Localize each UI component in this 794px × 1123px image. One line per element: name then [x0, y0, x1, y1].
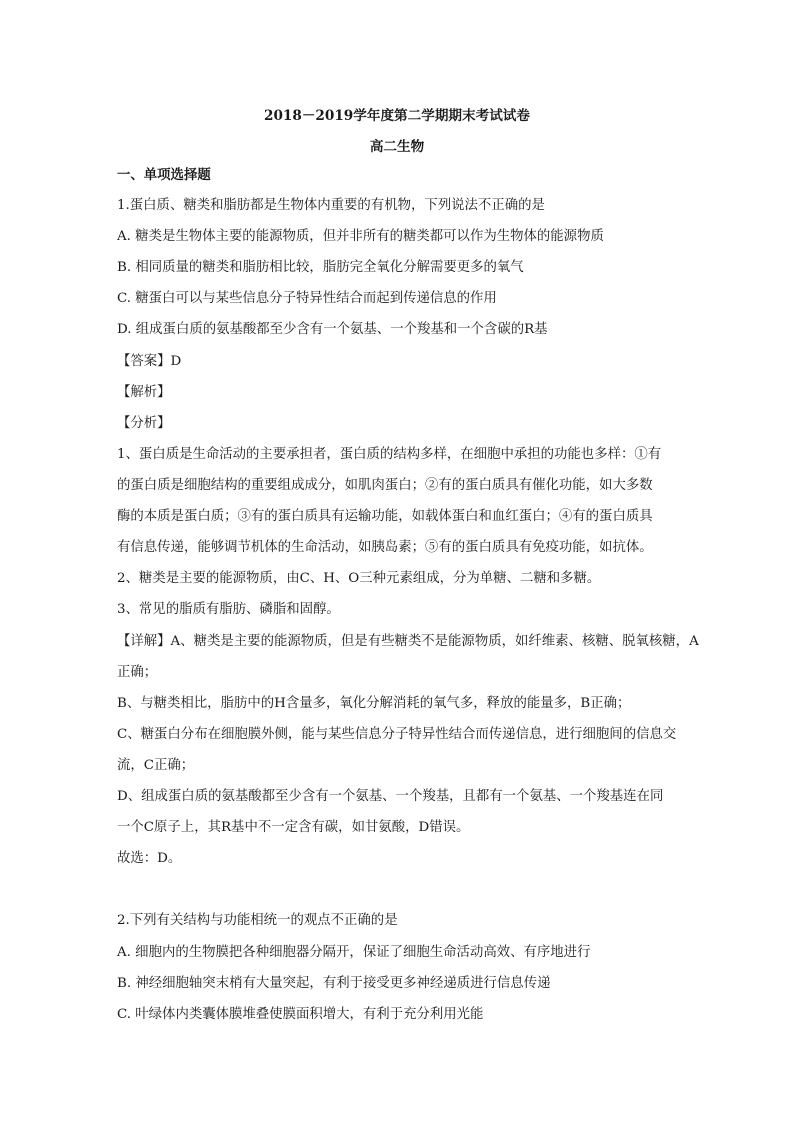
detail-line: 故选：D。	[117, 851, 182, 866]
detail-line: 一个C原子上，其R基中不一定含有碳，如甘氨酸，D错误。	[117, 820, 470, 835]
fenxi-line: 3、常见的脂质有脂肪、磷脂和固醇。	[117, 602, 340, 617]
fenxi-line: 有信息传递，能够调节机体的生命活动，如胰岛素；⑤有的蛋白质具有免疫功能，如抗体。	[117, 540, 653, 555]
question-2-stem: 2.下列有关结构与功能相统一的观点不正确的是	[117, 913, 398, 928]
question-1-option-c: C. 糖蛋白可以与某些信息分子特异性结合而起到传递信息的作用	[117, 291, 497, 306]
detail-line: 流，C正确；	[117, 758, 195, 773]
fenxi-line: 1、蛋白质是生命活动的主要承担者，蛋白质的结构多样，在细胞中承担的功能也多样：①有	[117, 447, 662, 462]
question-1-fenxi-label: 【分析】	[117, 416, 171, 431]
question-1-option-b: B. 相同质量的糖类和脂肪相比较，脂肪完全氧化分解需要更多的氧气	[117, 260, 524, 275]
question-2-option-b: B. 神经细胞轴突末梢有大量突起，有利于接受更多神经递质进行信息传递	[117, 976, 551, 991]
section-heading: 一、单项选择题	[117, 167, 211, 183]
detail-line: 正确；	[117, 665, 158, 680]
question-1-answer: 【答案】D	[117, 354, 182, 369]
question-2-option-c: C. 叶绿体内类囊体膜堆叠使膜面积增大，有利于充分利用光能	[117, 1007, 484, 1022]
fenxi-line: 酶的本质是蛋白质；③有的蛋白质具有运输功能，如载体蛋白和血红蛋白；④有的蛋白质具	[117, 509, 653, 524]
detail-line: C、糖蛋白分布在细胞膜外侧，能与某些信息分子特异性结合而传递信息，进行细胞间的信息交	[117, 727, 677, 742]
question-1-stem: 1.蛋白质、糖类和脂肪都是生物体内重要的有机物，下列说法不正确的是	[117, 198, 545, 213]
fenxi-line: 2、糖类是主要的能源物质，由C、H、O三种元素组成，分为单糖、二糖和多糖。	[117, 571, 601, 586]
question-2-option-a: A. 细胞内的生物膜把各种细胞器分隔开，保证了细胞生命活动高效、有序地进行	[117, 945, 591, 960]
question-1-option-a: A. 糖类是生物体主要的能源物质，但并非所有的糖类都可以作为生物体的能源物质	[117, 229, 604, 244]
detail-line: 【详解】A、糖类是主要的能源物质，但是有些糖类不是能源物质，如纤维素、核糖、脱氧核糖，A	[117, 634, 699, 649]
document-title: 2018－2019学年度第二学期期末考试试卷	[264, 108, 530, 124]
fenxi-line: 的蛋白质是细胞结构的重要组成成分，如肌肉蛋白；②有的蛋白质具有催化功能，如大多数	[117, 478, 653, 493]
detail-line: B、与糖类相比，脂肪中的H含量多，氧化分解消耗的氧气多，释放的能量多，B正确；	[117, 696, 631, 711]
question-1-option-d: D. 组成蛋白质的氨基酸都至少含有一个氨基、一个羧基和一个含碳的R基	[117, 322, 548, 337]
question-1-analysis-label: 【解析】	[117, 385, 171, 400]
document-subject: 高二生物	[369, 139, 425, 155]
detail-line: D、组成蛋白质的氨基酸都至少含有一个氨基、一个羧基，且都有一个氨基、一个羧基连在同	[117, 789, 664, 804]
